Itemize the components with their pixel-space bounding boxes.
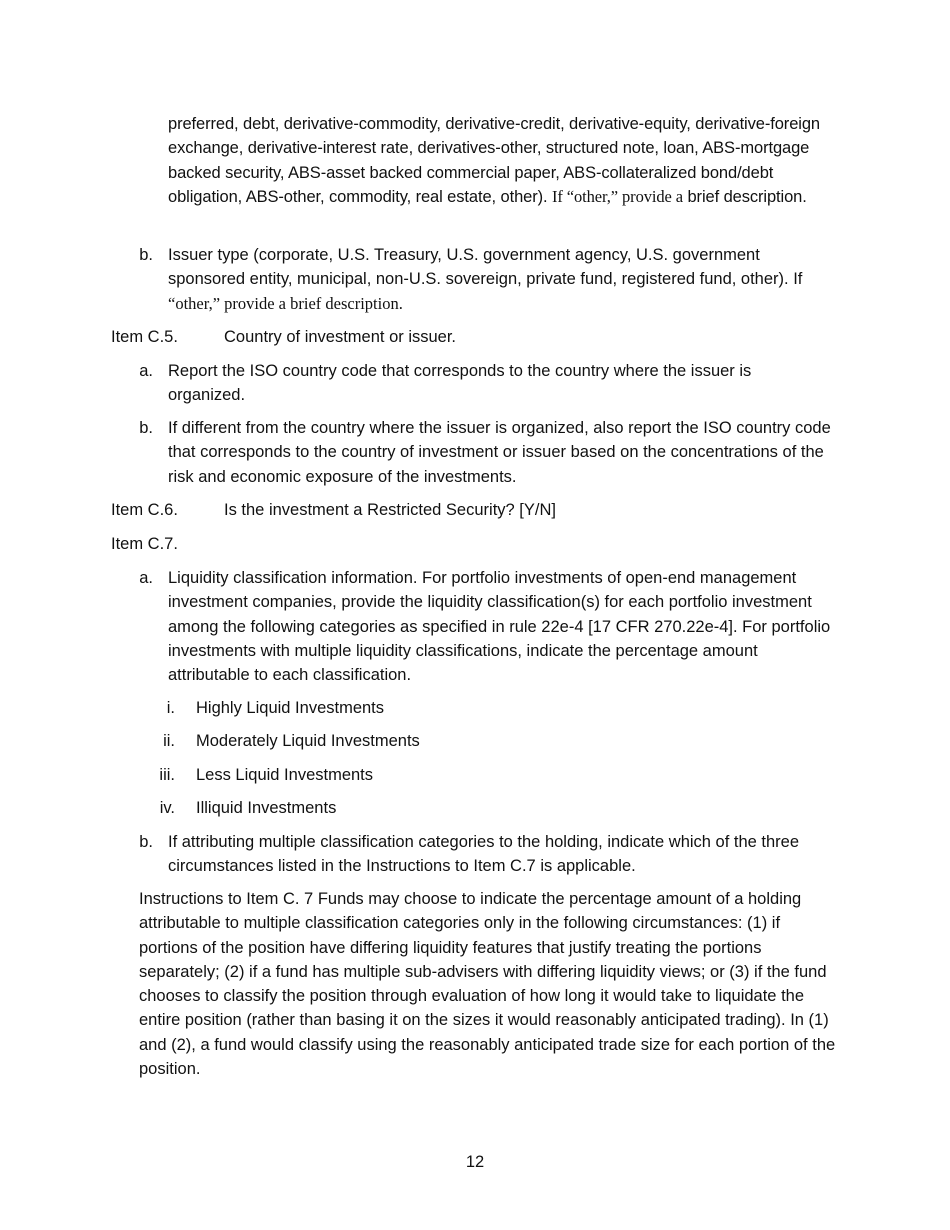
- liquidity-category-label: Highly Liquid Investments: [196, 699, 385, 717]
- list-item-text: If attributing multiple classification categories to the holding, indicate which of the three circumstances listed in the Instructions to Item C.7 is applicable.: [168, 833, 800, 876]
- item-c5-a: [139, 359, 839, 409]
- list-marker: iv.: [159, 799, 175, 817]
- liquidity-category-item: [153, 729, 553, 754]
- list-marker: iii.: [159, 766, 175, 784]
- liquidity-category-item: [153, 696, 553, 721]
- item-label: Item C.6.: [111, 501, 178, 519]
- issuer-type-text: [168, 243, 836, 316]
- list-marker: ii.: [163, 732, 175, 750]
- issuer-type-item: [139, 243, 839, 318]
- asset-type-continuation: [168, 112, 838, 209]
- list-marker: b.: [139, 833, 153, 851]
- list-marker: b.: [139, 246, 153, 264]
- list-marker: a.: [139, 362, 153, 380]
- liquidity-category-label: Moderately Liquid Investments: [196, 732, 420, 750]
- list-item-text: Report the ISO country code that corresponds to the country where the issuer is organized.: [168, 362, 752, 405]
- liquidity-category-label: Illiquid Investments: [196, 799, 337, 817]
- item-c7-instructions: Instructions to Item C. 7 Funds may choose to indicate the percentage amount of a holding attributable to multiple classification categories only in the following circumstances: (1) if portions of the position have differing liquidity features that justify treating the portions separately; (2) if a fund has multiple sub-advisers with differing liquidity views; or (3) if the fund chooses to classify the position through evaluation of how long it would take to liquidate the entire position (rather than basing it on the sizes it would reasonably anticipated trading). In (1) and (2), a fund would classify using the reasonably anticipated trade size for each portion of the position.: [139, 890, 836, 1079]
- issuer-type-list-text: Issuer type (corporate, U.S. Treasury, U.S. government agency, U.S. government sponsored entity, municipal, non-U.S. sovereign, private fund, registered fund, other). If: [168, 246, 803, 289]
- liquidity-category-item: [153, 796, 553, 821]
- list-marker: a.: [139, 569, 153, 587]
- list-marker: b.: [139, 419, 153, 437]
- page-number: 12: [465, 1153, 485, 1171]
- item-label: Item C.5.: [111, 328, 178, 346]
- item-title: Is the investment a Restricted Security? [Y/N]: [224, 501, 556, 519]
- asset-type-other-instruction: If “other,” provide a: [551, 186, 683, 206]
- liquidity-category-label: Less Liquid Investments: [196, 766, 374, 784]
- item-c5-b: [139, 416, 839, 491]
- asset-type-other-instruction-end: brief description.: [687, 187, 807, 206]
- asset-type-list-text: preferred, debt, derivative-commodity, derivative-credit, derivative-equity, derivative-foreign exchange, derivative-interest rate, derivatives-other, structured note, loan, ABS-mortgage backed security, ABS-asset backed commercial paper, ABS-collateralized bond/debt obligation, ABS-other, commodity, real estate, other).: [168, 115, 820, 206]
- list-item-text: If different from the country where the issuer is organized, also report the ISO country code that corresponds to the country of investment or issuer based on the concentrations of the risk and economic exposure of the investments.: [168, 419, 831, 486]
- item-c7-a: [139, 566, 839, 690]
- liquidity-category-item: [153, 763, 553, 788]
- issuer-type-other-instruction: “other,” provide a brief description.: [168, 293, 403, 313]
- item-title: Country of investment or issuer.: [224, 328, 457, 346]
- list-item-text: Liquidity classification information. For portfolio investments of open-end management investment companies, provide the liquidity classification(s) for each portfolio investment among the following categories as specified in rule 22e-4 [17 CFR 270.22e-4]. For portfolio investments with multiple liquidity classifications, indicate the percentage amount attributable to each classification.: [168, 569, 831, 685]
- item-label: Item C.7.: [111, 535, 178, 553]
- list-marker: i.: [166, 699, 175, 717]
- item-c7-b: [139, 830, 839, 880]
